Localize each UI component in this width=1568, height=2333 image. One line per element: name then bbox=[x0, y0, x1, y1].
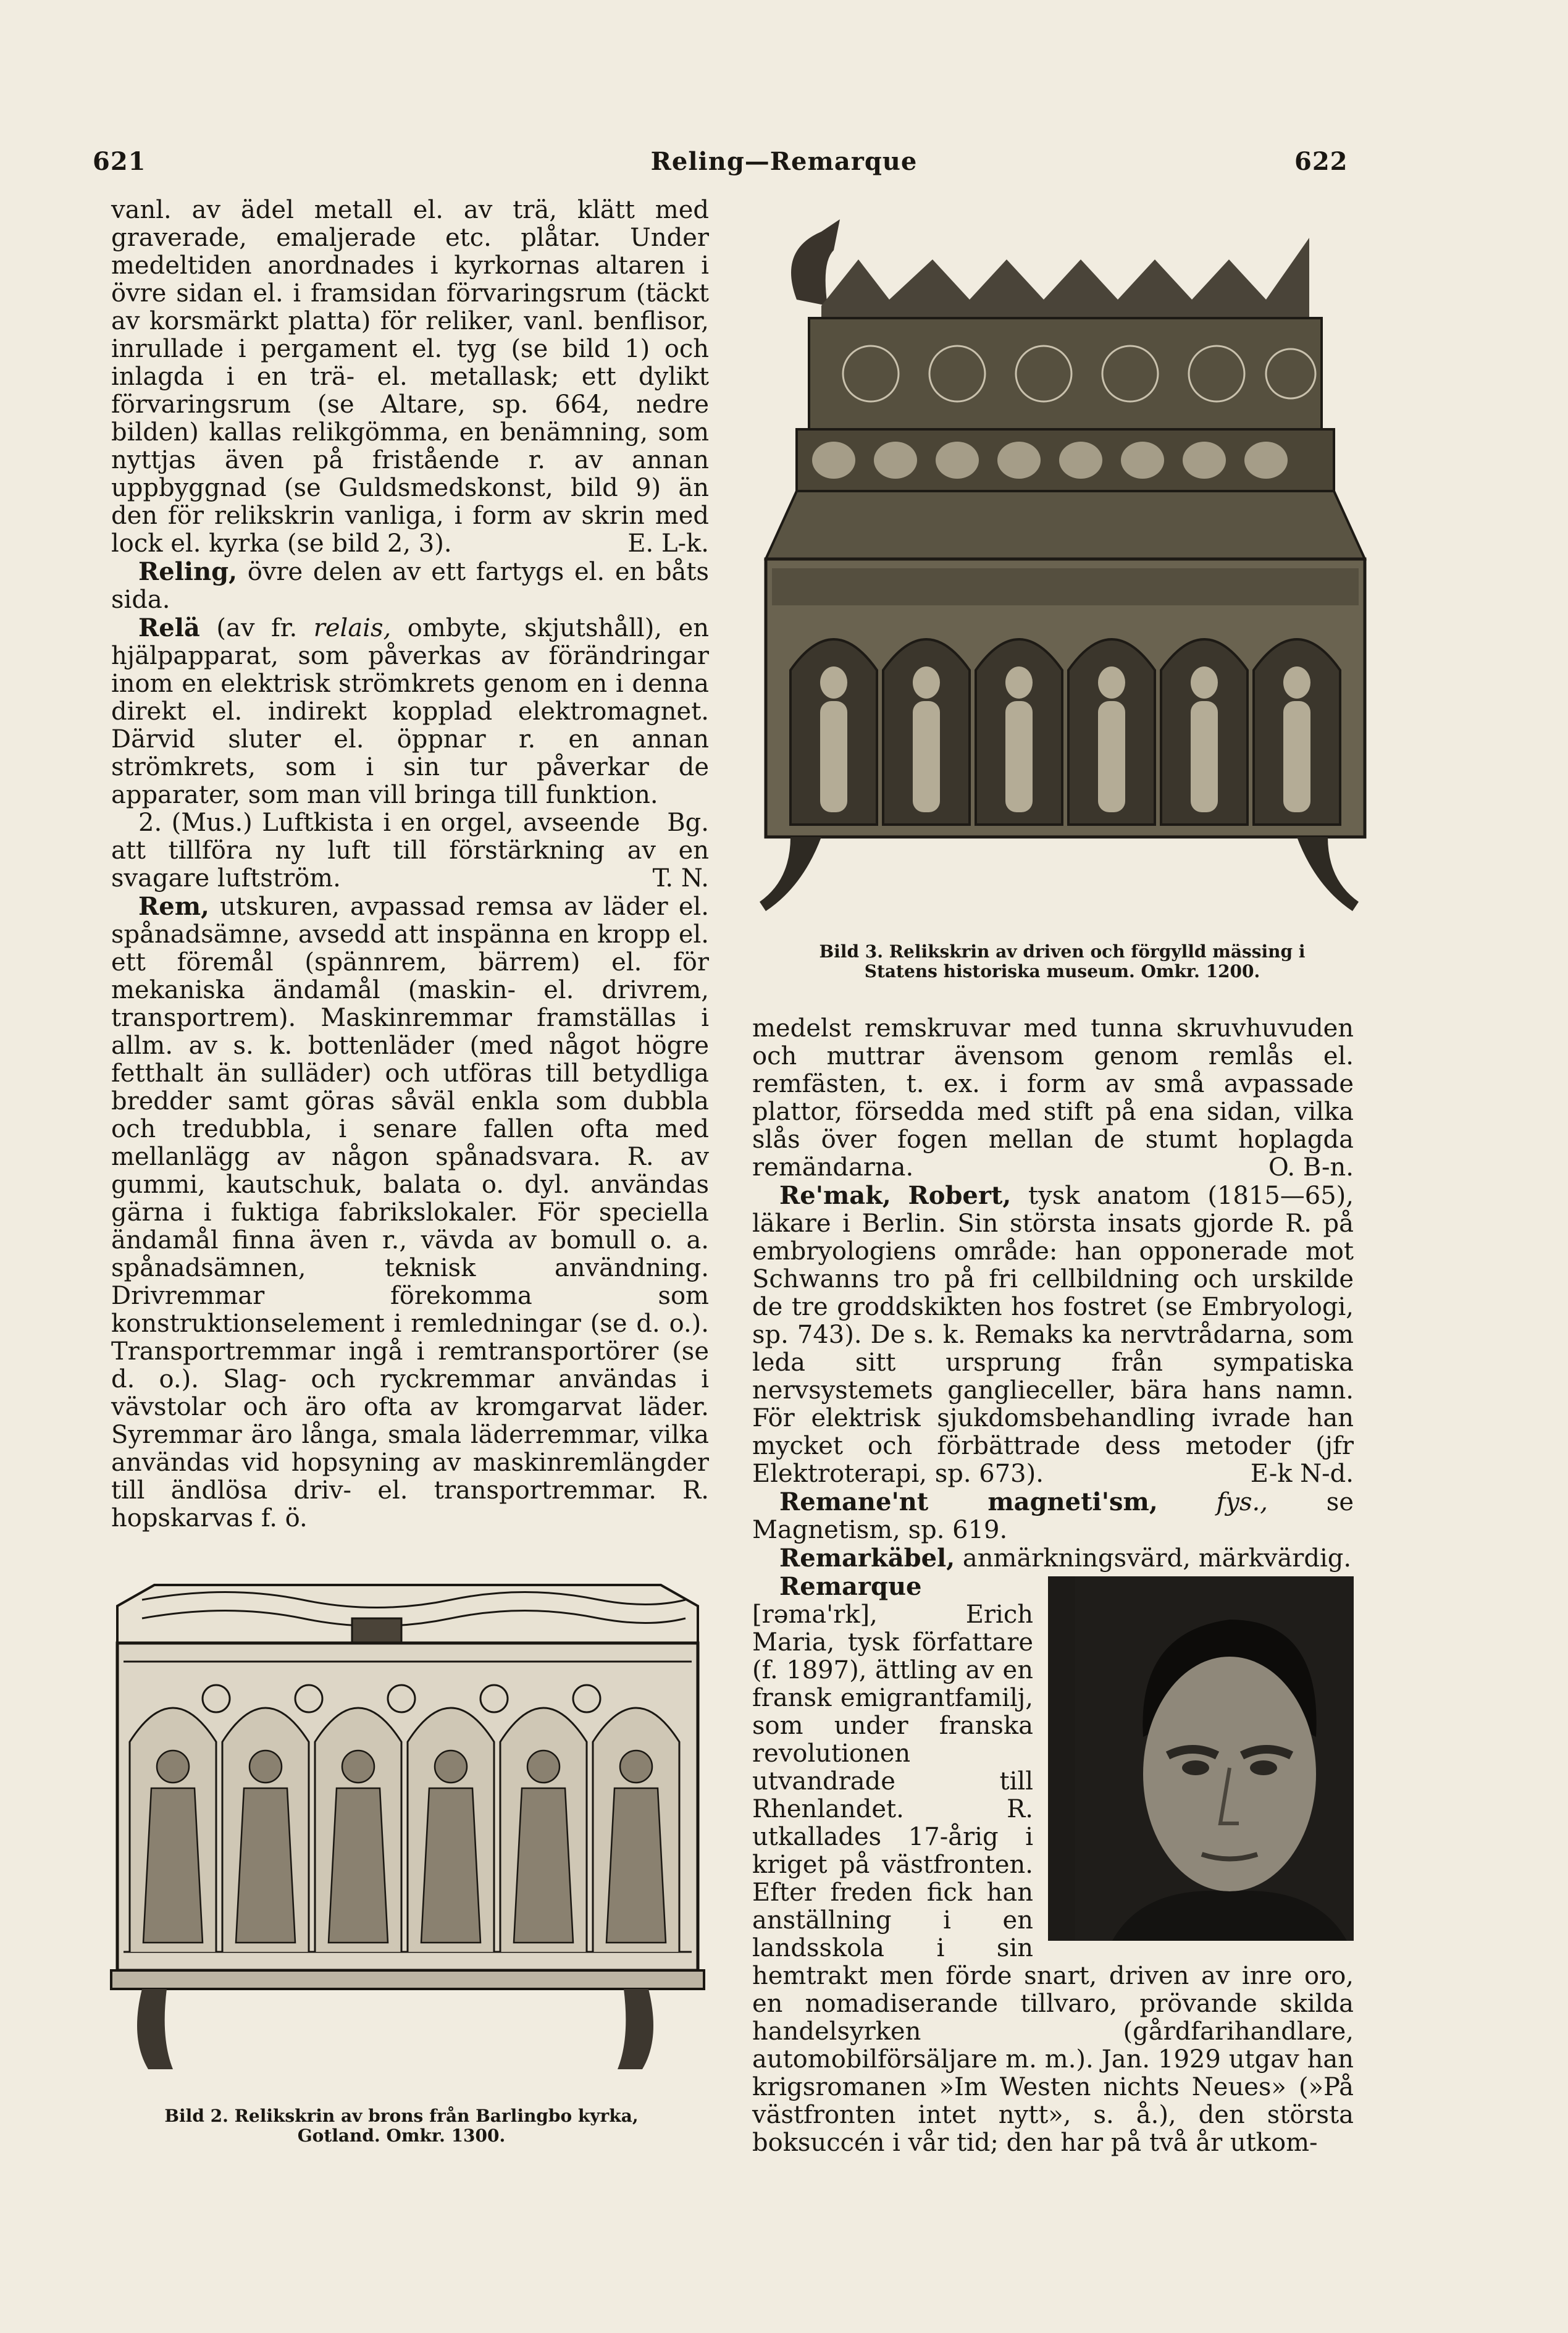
entry-relikskrin-text: vanl. av ädel metall el. av trä, klätt med graverade, emaljerade etc. plåtar. Under medeltiden anordnades i kyrkornas altaren i övre sidan el. i framsidan förvaringsrum (täckt av korsmärkt platta) för reliker, vanl. benflisor, inrullade i pergament el. tyg (se bild 1) och inlagda i en trä- el. metallask; ett dylikt förvaringsrum (se Altare, sp. 664, nedre bilden) kallas relikgömma, en benämning, som nyttjas även på fristående r. av annan uppbyggnad (se Guldsmedskonst, bild 9) än den för relikskrin vanliga, i form av skrin med lock el. kyrka (se bild 2, 3). E. L-k. bbox=[111, 196, 709, 558]
figure-3-caption: Bild 3. Relikskrin av driven och förgylld mässing i Statens historiska museum. Omkr. 1200. bbox=[819, 941, 1306, 982]
right-column bbox=[752, 1015, 1354, 2157]
entry-rela: Relä (av fr. relais, ombyte, skjutshåll), en hjälpapparat, som påverkas av förändringar inom en elektrisk strömkrets genom en i denna direkt el. indirekt kopplad elektromagnet. Därvid sluter el. öppnar r. en annan strömkrets, som i sin tur påverkar de apparater, som man vill bringa till funktion. Bg. bbox=[111, 613, 710, 837]
entry-remarque: Remarque [rəma'rk], Erich Maria, tysk författare (f. 1897), ättling av en fransk emigrantfamilj, som under franska revolutionen utvandrade till Rhenlandet. R. utkallades 17-årig i kriget på västfronten. Efter freden fick han anställning i en landsskola i sin hemtrakt men förde snart, driven av inre oro, en nomadiserande tillvaro, prövande skilda handelsyrken (gårdfarihandlare, automobilförsäljare m. m.). Jan. 1929 utgav han krigsromanen »Im Westen nichts Neues» (»På västfronten intet nytt», s. å.), den största boksuccén i vår tid; den har på två år utkom- bbox=[752, 1573, 1354, 2157]
entry-remarkabel: Remarkäbel, anmärkningsvärd, märkvärdig. bbox=[779, 1544, 1352, 1573]
entry-rem: Rem, utskuren, avpassad remsa av läder el. spånadsämne, avsedd att inspänna en kropp el. ett föremål (spännrem, bärrem) el. för mekaniska ändamål (maskin- el. drivrem, transportrem). Maskinremmar framställas i allm. av s. k. bottenläder (med något högre fetthalt än sulläder) och utföras till betydliga bredder samt göras såväl enkla som dubbla och tredubbla, i senare fallen ofta med mellanlägg av någon spånadsvara. R. av gummi, kautschuk, balata o. dyl. användas gärna i fuktiga fabrikslokaler. För speciella ändamål finna även r., vävda av bomull o. a. spånadsämnen, teknisk användning. Drivremmar förekomma som konstruktionselement i remledningar (se d. o.). Transportremmar ingå i remtransportörer (se d. o.). Slag- och ryckremmar användas i vävstolar och äro ofta av kromgarvat läder. Syremmar äro långa, smala läderremmar, vilka användas vid hopsyning av maskinremlängder till ändlösa driv- el. transportremmar. R. hopskarvas f. ö. bbox=[111, 892, 710, 1532]
entry-reling: Reling, övre delen av ett fartygs el. en båts sida. bbox=[111, 557, 709, 614]
running-title: Reling—Remarque bbox=[650, 147, 918, 176]
page-number-left: 621 bbox=[93, 147, 146, 176]
portrait-photo-remarque bbox=[1048, 1576, 1354, 1941]
entry-rem-continued: medelst remskruvar med tunna skruvhuvuden och muttrar ävensom genom remlås el. remfästen, t. ex. i form av små avpassade plattor, försedda med stift på ena sidan, vilka slås över fogen mellan de stumt hoplagda remändarna. O. B-n. bbox=[752, 1014, 1354, 1182]
figure-2-caption: Bild 2. Relikskrin av brons från Barlingbo kyrka, Gotland. Omkr. 1300. bbox=[164, 2106, 639, 2146]
page-number-right: 622 bbox=[1294, 147, 1348, 176]
left-column bbox=[111, 196, 709, 1532]
entry-rela-2: 2. (Mus.) Luftkista i en orgel, avseende att tillföra ny luft till förstärkning av en svagare luftström. T. N. bbox=[111, 809, 709, 893]
figure-2-reliquary-illustration bbox=[105, 1581, 710, 2088]
figure-3-reliquary-photo bbox=[753, 213, 1371, 923]
entry-remak: Re'mak, Robert, tysk anatom (1815—65), läkare i Berlin. Sin största insats gjorde R. på embryologiens område: han opponerade mot Schwanns tro på fri cellbildning och urskilde de tre groddskikten hos fostret (se Embryologi, sp. 743). De s. k. Remaks ka nervtrådarna, som leda sitt ursprung från sympatiska nervsystemets ganglieceller, bära hans namn. För elektrisk sjukdomsbehandling ivrade han mycket och förbättrade dess metoder (jfr Elektroterapi, sp. 673). E-k N-d. bbox=[752, 1181, 1354, 1488]
entry-remanent-magnetism: Remane'nt magneti'sm, fys., se Magnetism, sp. 619. bbox=[752, 1487, 1354, 1544]
